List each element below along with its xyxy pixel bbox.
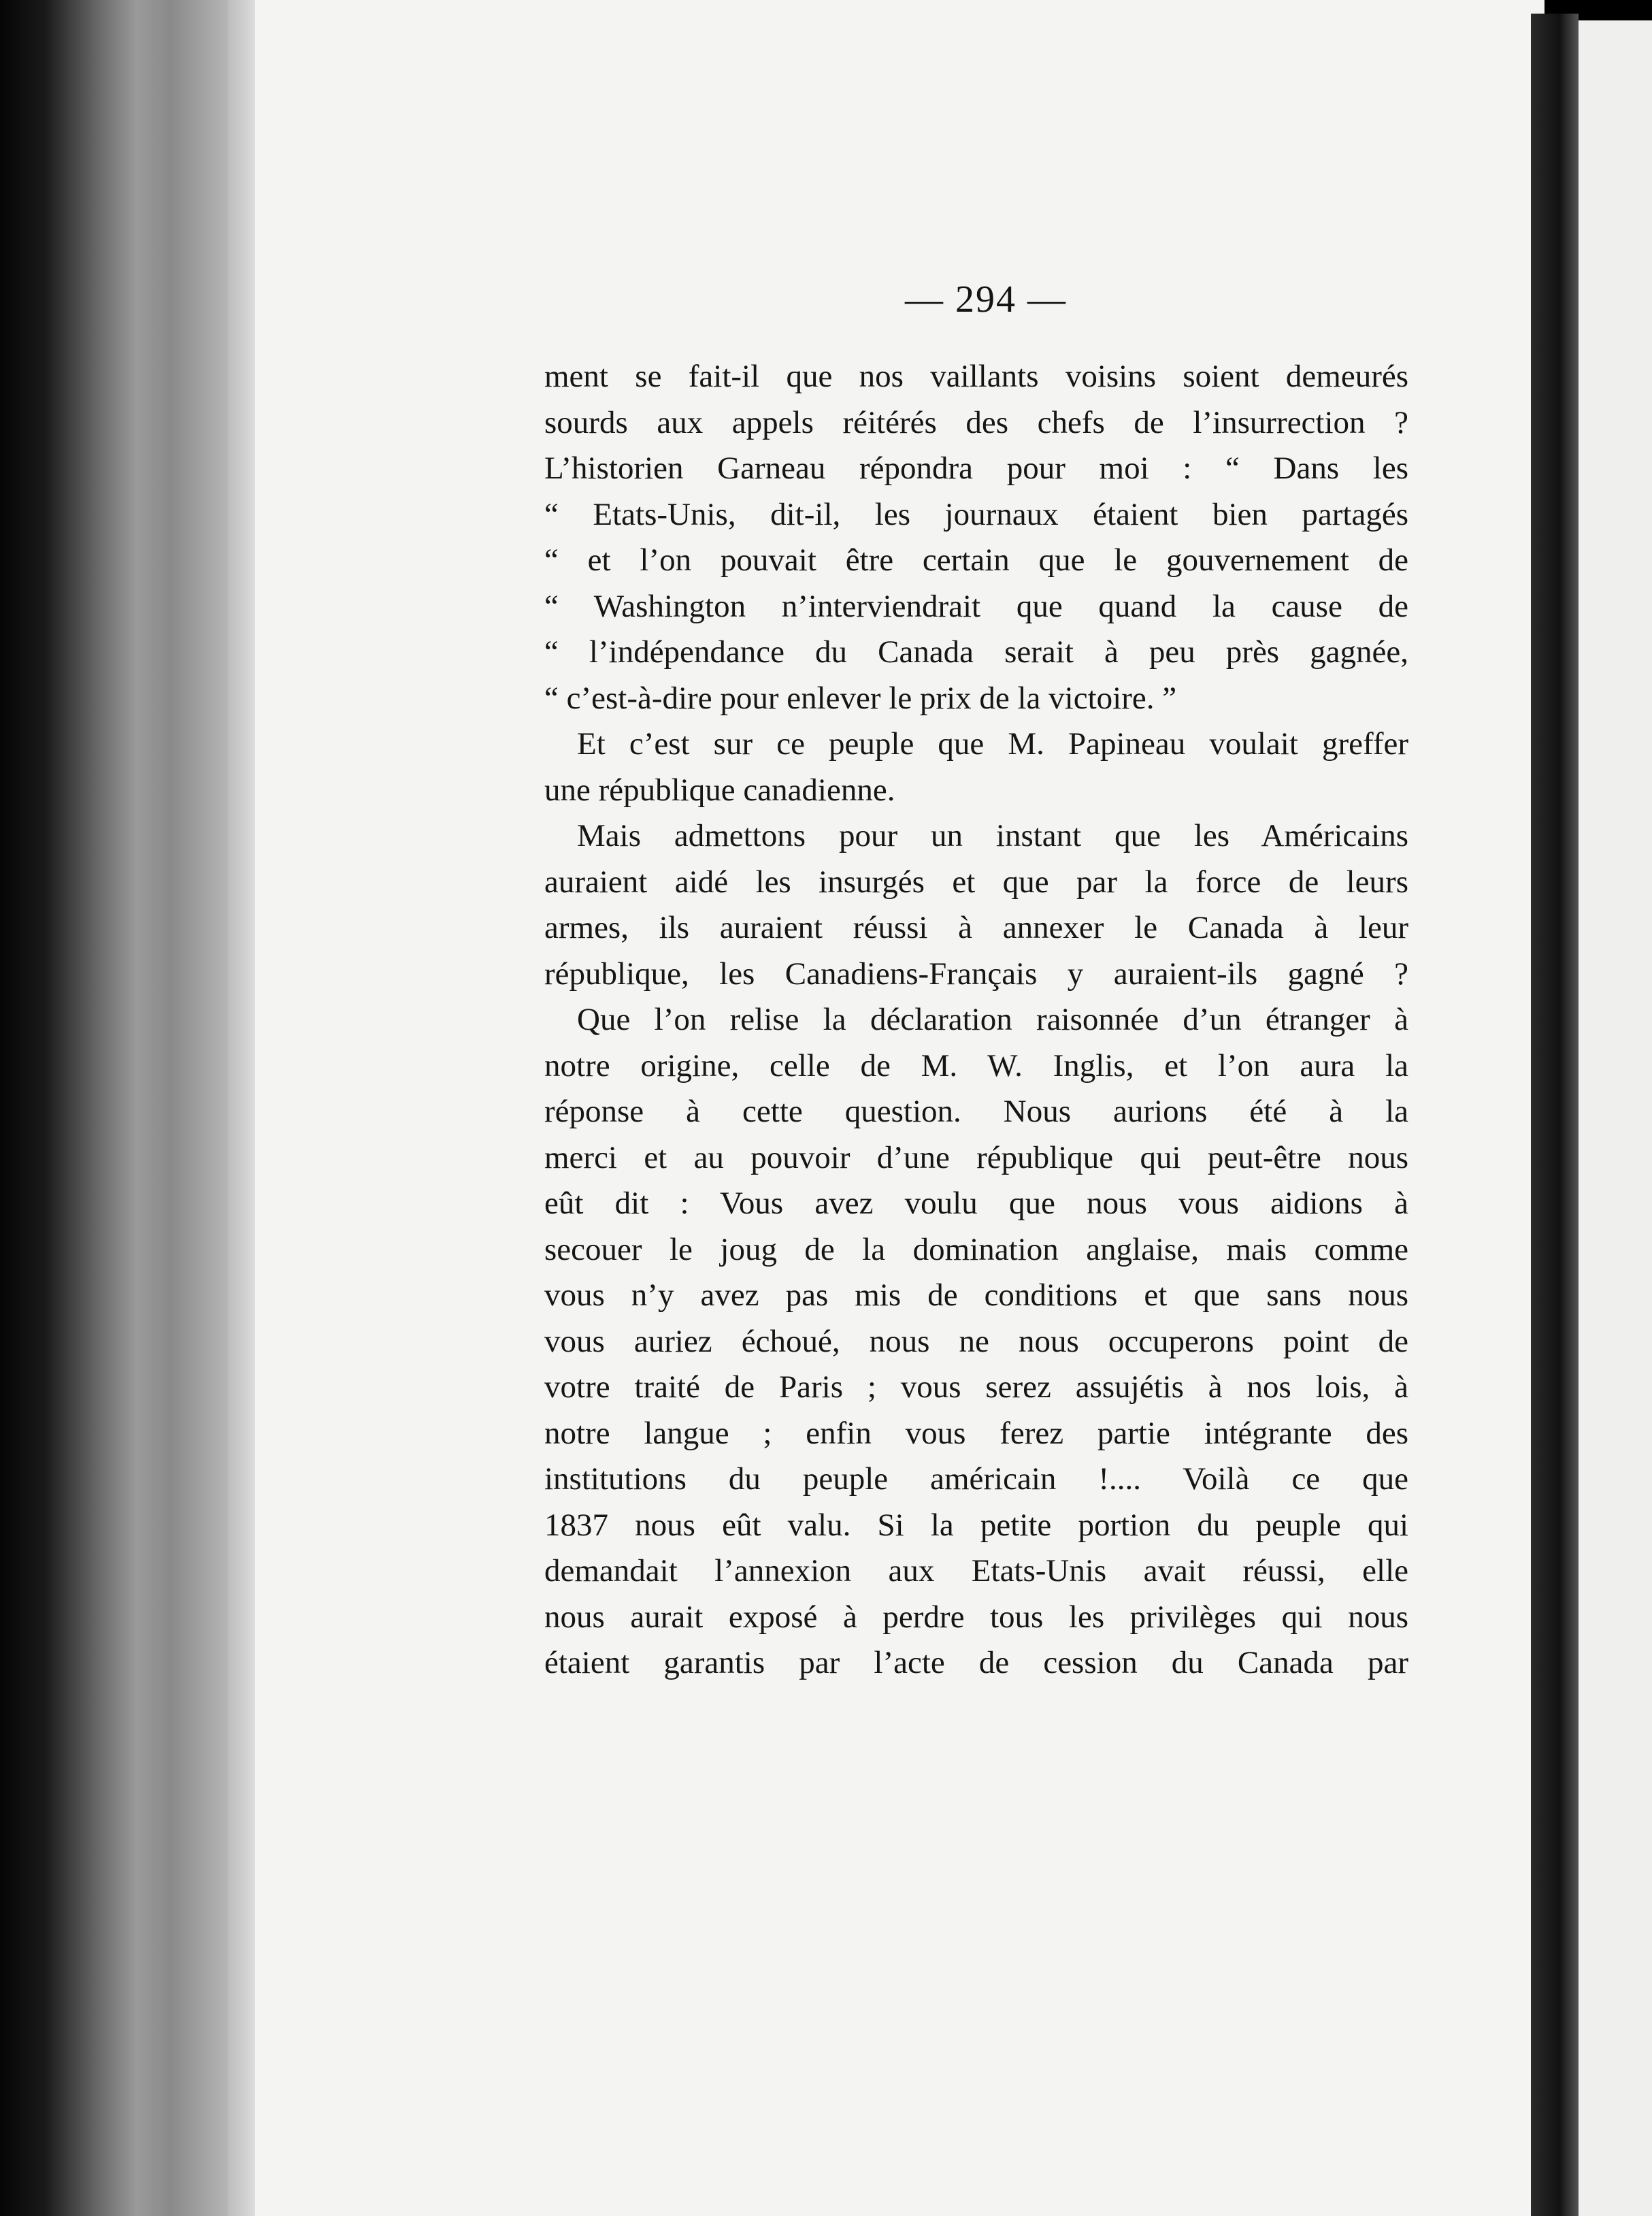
- text-line: “ Washington n’interviendrait que quand la cause de: [544, 588, 1408, 624]
- text-line: une république canadienne.: [544, 772, 895, 808]
- text-line: vous n’y avez pas mis de conditions et que sans nous: [544, 1277, 1408, 1313]
- text-line: nous aurait exposé à perdre tous les privilèges qui nous: [544, 1599, 1408, 1635]
- text-line: notre langue ; enfin vous ferez partie intégrante des: [544, 1415, 1408, 1451]
- text-line: auraient aidé les insurgés et que par la force de leurs: [544, 864, 1408, 900]
- text-line: sourds aux appels réitérés des chefs de l’insurrection ?: [544, 404, 1408, 440]
- body-text: [544, 354, 1408, 1687]
- text-line: votre traité de Paris ; vous serez assujétis à nos lois, à: [544, 1369, 1408, 1405]
- text-line: “ Etats-Unis, dit-il, les journaux étaient bien partagés: [544, 496, 1408, 532]
- text-line: eût dit : Vous avez voulu que nous vous aidions à: [544, 1186, 1408, 1221]
- text-line: secouer le joug de la domination anglaise, mais comme: [544, 1231, 1408, 1267]
- facing-page-gutter: [1531, 14, 1579, 2216]
- text-line: république, les Canadiens-Français y auraient-ils gagné ?: [544, 956, 1408, 992]
- text-line: merci et au pouvoir d’une république qui peut-être nous: [544, 1139, 1408, 1175]
- text-line: demandait l’annexion aux Etats-Unis avait réussi, elle: [544, 1553, 1408, 1588]
- text-line: “ c’est-à-dire pour enlever le prix de la victoire. ”: [544, 680, 1177, 716]
- text-line: Et c’est sur ce peuple que M. Papineau voulait greffer: [577, 726, 1408, 762]
- page-gutter: [228, 0, 255, 2216]
- text-line: L’historien Garneau répondra pour moi : “ Dans les: [544, 451, 1408, 486]
- text-line: notre origine, celle de M. W. Inglis, et l’on aura la: [544, 1047, 1408, 1083]
- text-line: ment se fait-il que nos vaillants voisins soient demeurés: [544, 359, 1408, 394]
- book-spine-shadow: [0, 0, 228, 2216]
- text-line: 1837 nous eût valu. Si la petite portion du peuple qui: [544, 1507, 1408, 1543]
- text-line: “ et l’on pouvait être certain que le gouvernement de: [544, 542, 1408, 578]
- text-line: vous auriez échoué, nous ne nous occuperons point de: [544, 1323, 1408, 1359]
- text-line: Mais admettons pour un instant que les Américains: [577, 818, 1408, 853]
- text-line: armes, ils auraient réussi à annexer le Canada à leur: [544, 910, 1408, 945]
- text-line: Que l’on relise la déclaration raisonnée d’un étranger à: [577, 1002, 1408, 1037]
- text-line: étaient garantis par l’acte de cession du Canada par: [544, 1645, 1408, 1680]
- facing-page-edge: [1579, 20, 1652, 2216]
- text-line: “ l’indépendance du Canada serait à peu près gagnée,: [544, 634, 1408, 670]
- text-line: réponse à cette question. Nous aurions été à la: [544, 1094, 1408, 1129]
- text-line: institutions du peuple américain !.... Voilà ce que: [544, 1461, 1408, 1497]
- page-number-text: — 294 —: [905, 278, 1067, 321]
